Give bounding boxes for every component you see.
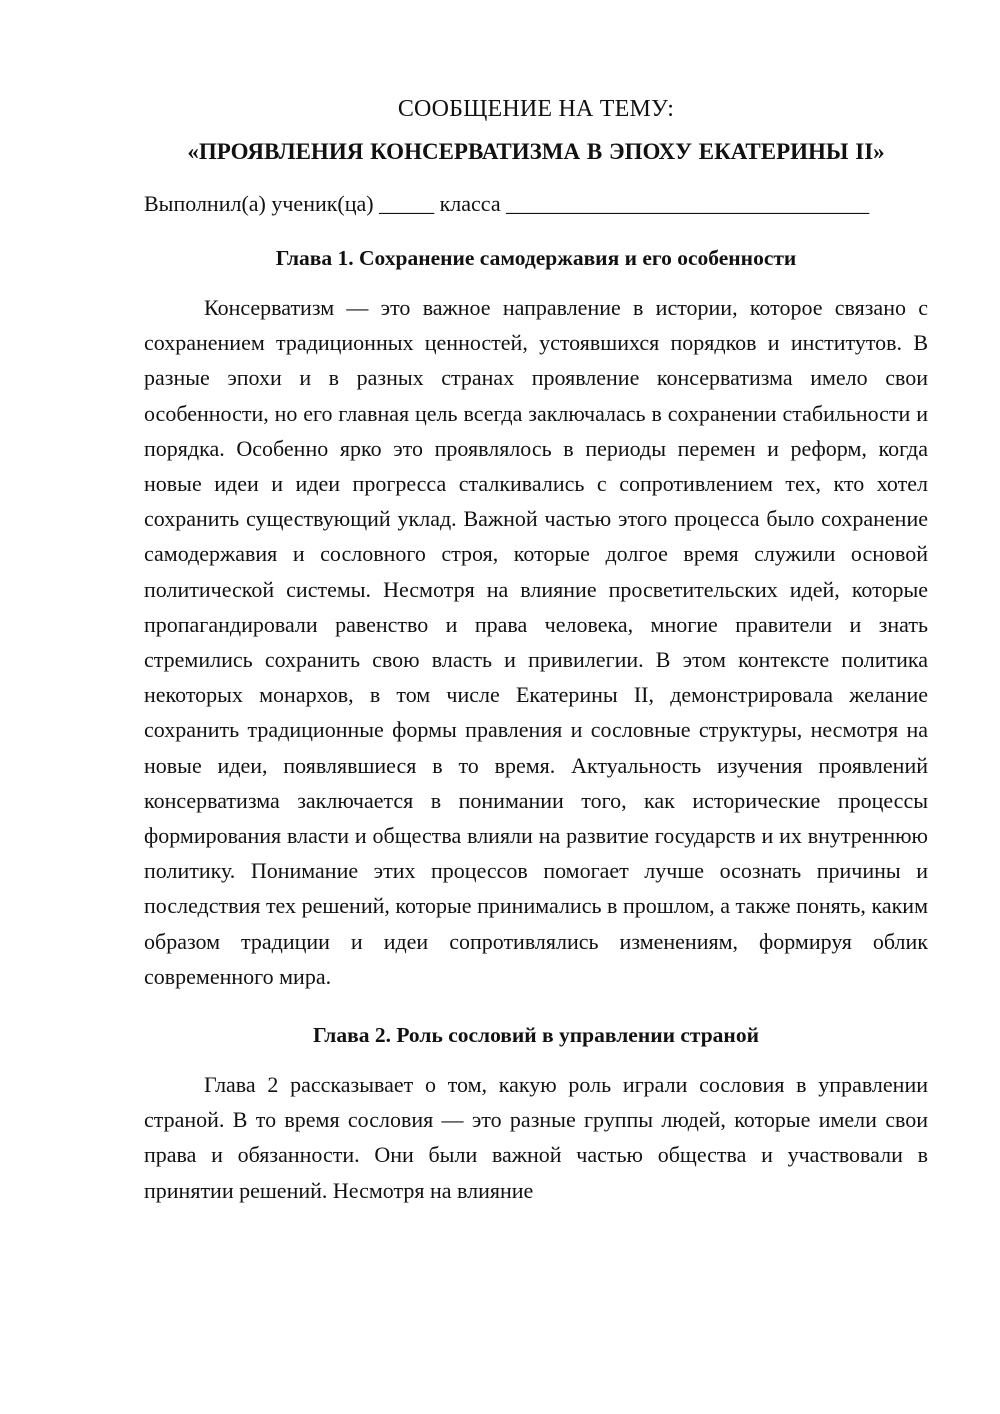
chapter-1-paragraph: Консерватизм — это важное направление в истории, которое связано с сохранением традиционных ценностей, устоявшихся порядков и институтов. В разные эпохи и в разных странах проявление консерватизма имело свои особенности, но его главная цель всегда заключалась в сохранении стабильности и порядка. Особенно ярко это проявлялось в периоды перемен и реформ, когда новые идеи и идеи прогресса сталкивались с сопротивлением тех, кто хотел сохранить существующий уклад. Важной частью этого процесса было сохранение самодержавия и сословного строя, которые долгое время служили основой политической системы. Несмотря на влияние просветительских идей, которые пропагандировали равенство и права человека, многие правители и знать стремились сохранить свою власть и привилегии. В этом контексте политика некоторых монархов, в том числе Екатерины II, демонстрировала желание сохранить традиционные формы правления и сословные структуры, несмотря на новые идеи, появлявшиеся в то время. Актуальность изучения проявлений консерватизма заключается в понимании того, как исторические процессы формирования власти и общества влияли на развитие государств и их внутреннюю политику. Понимание этих процессов помогает лучше осознать причины и последствия тех решений, которые принимались в прошлом, а также понять, каким образом традиции и идеи сопротивлялись изменениям, формируя облик современного мира. xyxy=(144,295,928,989)
chapter-2-paragraph: Глава 2 рассказывает о том, какую роль играли сословия в управлении страной. В то время сословия — это разные группы людей, которые имели свои права и обязанности. Они были важной частью общества и участвовали в принятии решений. Несмотря на влияние xyxy=(144,1072,928,1203)
document-subtitle: «ПРОЯВЛЕНИЯ КОНСЕРВАТИЗМА В ЭПОХУ ЕКАТЕРИНЫ II» xyxy=(187,139,885,164)
chapter-1-heading: Глава 1. Сохранение самодержавия и его особенности xyxy=(275,246,797,270)
document-page xyxy=(144,92,928,1208)
document-title: СООБЩЕНИЕ НА ТЕМУ: xyxy=(397,96,675,122)
chapter-2-heading: Глава 2. Роль сословий в управлении страной xyxy=(313,1023,759,1048)
student-info-line: Выполнил(а) ученик(ца) _____ класса _________________________________ xyxy=(144,191,870,216)
